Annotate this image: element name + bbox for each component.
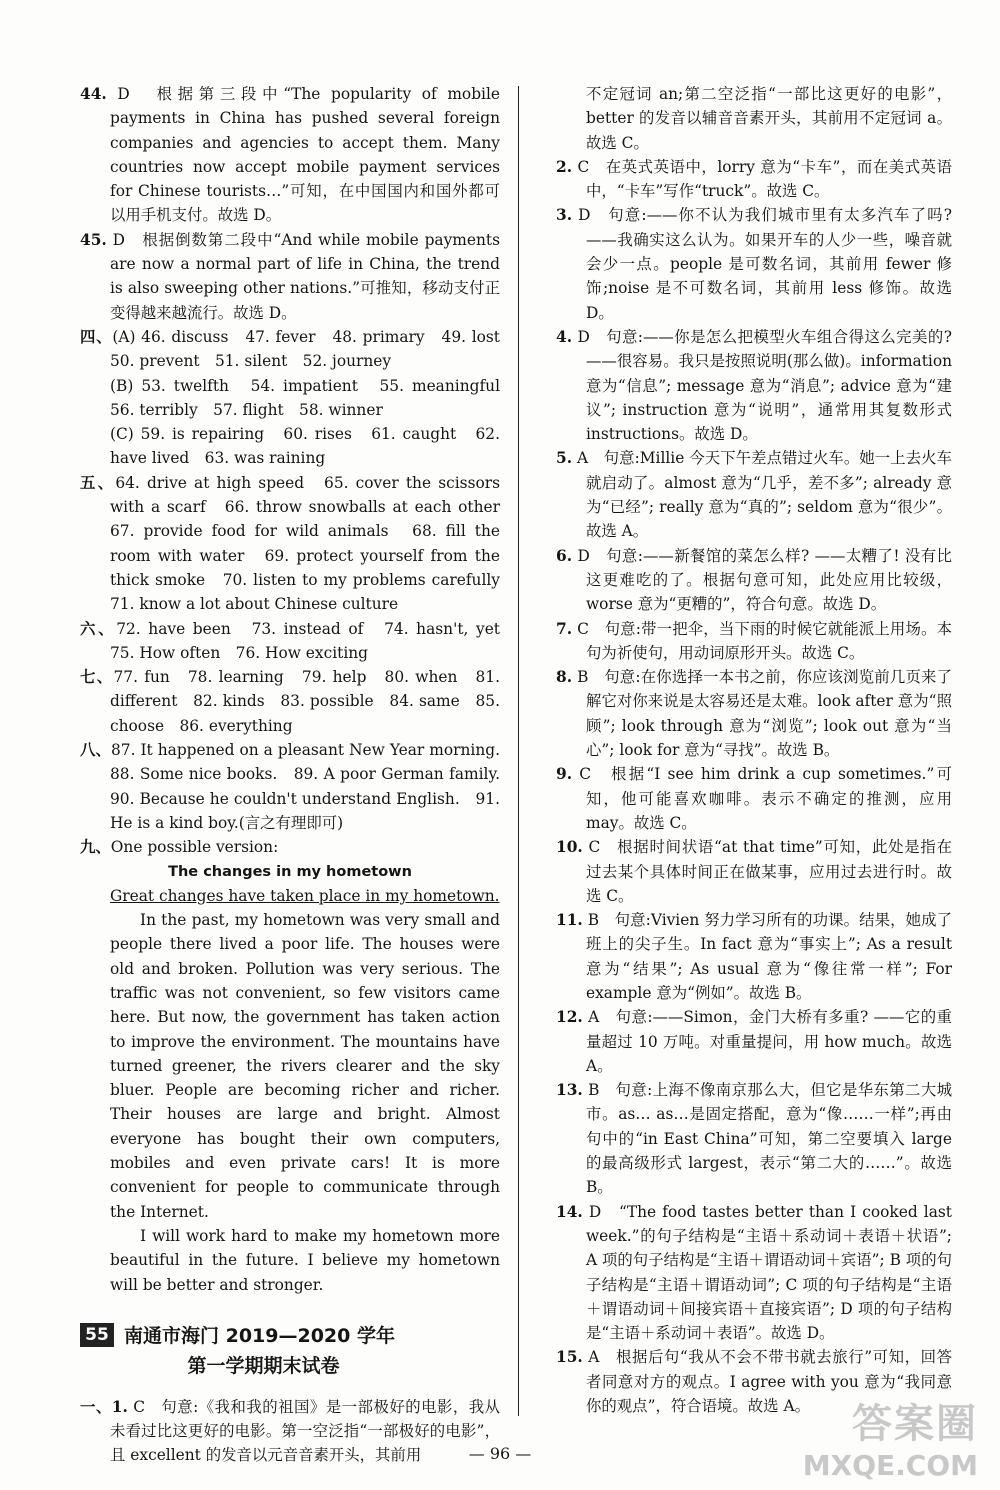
answer-item: 13. B 句意:上海不像南京那么大，但它是华东第二大城市。as… as…是固定搭配，意为“像……一样”;再由句中的“in East China”可知，第二空要填入 large 的最高级形式 largest，表示“第二大的……”。故选 B。 xyxy=(556,1081,952,1197)
answer-item: 五、64. drive at high speed 65. cover the scissors with a scarf 66. throw snowballs at each other 67. provide food for wild animals 68. fill the room with water 69. protect yourself from the thick smoke 70. listen to my problems carefully 71. know a lot about Chinese culture xyxy=(80,473,516,614)
answer-item: 不定冠词 an;第二空泛指“一部比这更好的电影”，better 的发音以辅音音素开头，其前用不定冠词 a。故选 C。 xyxy=(586,85,952,152)
answer-item: 7. C 句意:带一把伞，当下雨的时候它就能派上用场。本句为祈使句，用动词原形开头。故选 C。 xyxy=(556,619,952,662)
left-column xyxy=(80,82,516,1468)
essay-title: The changes in my hometown xyxy=(168,863,412,880)
answer-item: 七、77. fun 78. learning 79. help 80. when 81. different 82. kinds 83. possible 84. same 85. choose 86. everything xyxy=(80,668,500,735)
answer-item: 11. B 句意:Vivien 努力学习所有的功课。结果，她成了班上的尖子生。In fact 意为“事实上”; As a result 意为“结果”; As usual 意为“像往常一样”; For example 意为“例如”。故选 B。 xyxy=(556,911,952,1002)
section-title-line1: 南通市海门 2019—2020 学年 xyxy=(124,1324,395,1347)
answer-item: 10. C 根据时间状语“at that time”可知，此处是指在过去某个具体时间正在做某事，应用过去进行时。故选 C。 xyxy=(556,838,952,905)
essay-paragraph: In the past, my hometown was very small and people there lived a poor life. The houses were old and broken. Pollution was very serious. The traffic was not convenient, so few visitors came here. But now, the government has taken action to improve the environment. The mountains have turned greener, the rivers clearer and the sky bluer. People are becoming richer and richer. Their houses are large and bright. Almost everyone has bought their own computers, mobiles and even private cars! It is more convenient for people to communicate through the Internet. xyxy=(110,911,500,1221)
essay-first-line: Great changes have taken place in my hometown. xyxy=(110,886,500,905)
answer-item: (C) 59. is repairing 60. rises 61. caught 62. have lived 63. was raining xyxy=(110,425,500,468)
answer-item: 四、(A) 46. discuss 47. fever 48. primary 49. lost 50. prevent 51. silent 52. journey xyxy=(80,327,516,371)
section-title-line2: 第一学期期末试卷 xyxy=(187,1354,340,1377)
right-column xyxy=(556,82,952,1418)
section-header xyxy=(80,1321,500,1381)
answer-item: 2. C 在英式英语中，lorry 意为“卡车”，而在美式英语中，“卡车”写作“truck”。故选 C。 xyxy=(556,157,952,201)
answer-item: 一、1. C 句意:《我和我的祖国》是一部极好的电影，我从未看过比这更好的电影。第一空泛指“一部极好的电影”，且 excellent 的发音以元音音素开头，其前用 xyxy=(80,1397,500,1465)
answer-item: 八、87. It happened on a pleasant New Year morning. 88. Some nice books. 89. A poor German family. 90. Because he couldn't understand English. 91. He is a kind boy.(言之有理即可) xyxy=(80,741,516,832)
page-number: — 96 — xyxy=(468,1444,532,1463)
answer-item: 45. D 根据倒数第二段中“And while mobile payments are now a normal part of life in China, the trend is also sweeping other nations.”可推知，移动支付正变得越来越流行。故选 D。 xyxy=(80,230,500,322)
answer-item: (B) 53. twelfth 54. impatient 55. meaningful 56. terribly 57. flight 58. winner xyxy=(110,376,516,419)
watermark-logo: 答案圈 MXQE.COM xyxy=(802,1401,978,1482)
answer-item: 3. D 句意:——你不认为我们城市里有太多汽车了吗? ——我确实这么认为。如果开车的人少一些，噪音就会少一点。people 是可数名词，其前用 fewer 修饰;noise 是不可数名词，其前用 less 修饰。故选 D。 xyxy=(556,206,952,322)
answer-item: 6. D 句意:——新餐馆的菜怎么样? ——太糟了! 没有比这更难吃的了。根据句意可知，此处应用比较级，worse 意为“更糟的”，符合句意。故选 D。 xyxy=(556,546,952,614)
answer-item: 8. B 句意:在你选择一本书之前，你应该浏览前几页来了解它对你来说是太容易还是太难。look after 意为“照顾”; look through 意为“浏览”; look out 意为“当心”; look for 意为“寻找”。故选 B。 xyxy=(556,668,952,760)
answer-item: 六、72. have been 73. instead of 74. hasn't, yet 75. How often 76. How exciting xyxy=(80,619,516,662)
answer-item: 九、One possible version: xyxy=(80,838,279,857)
essay-paragraph: I will work hard to make my hometown more beautiful in the future. I believe my hometown will be better and stronger. xyxy=(110,1226,500,1294)
answer-item: 5. A 句意:Millie 今天下午差点错过火车。她一上去火车就启动了。almost 意为“几乎，差不多”; already 意为“已经”; really 意为“真的”; seldom 意为“很少”。故选 A。 xyxy=(556,449,952,541)
answer-item: 9. C 根据“I see him drink a cup sometimes.”可知，他可能喜欢咖啡。表示不确定的推测，应用 may。故选 C。 xyxy=(556,765,952,832)
section-number-badge: 55 xyxy=(80,1323,114,1347)
answer-item: 12. A 句意:——Simon，金门大桥有多重? ——它的重量超过 10 万吨。对重量提问，用 how much。故选 A。 xyxy=(556,1008,952,1075)
answer-item: 15. A 根据后句“我从不会不带书就去旅行”可知，回答者同意对方的观点。I agree with you 意为“我同意你的观点”，符合语境。故选 A。 xyxy=(556,1348,952,1416)
column-divider xyxy=(518,86,519,1416)
answer-item: 4. D 句意:——你是怎么把模型火车组合得这么完美的? ——很容易。我只是按照说明(那么做)。information 意为“信息”; message 意为“消息”; advice 意为“建议”; instruction 意为“说明”，通常用其复数形式 instructions。故选 D。 xyxy=(556,327,952,444)
answer-item: 44. D 根据第三段中“The popularity of mobile payments in China has pushed several foreign companies and agencies to accept them. Many countries now accept mobile payment services for Chinese tourists…”可知，在中国国内和国外都可以用手机支付。故选 D。 xyxy=(80,85,500,225)
answer-item: 14. D “The food tastes better than I cooked last week.”的句子结构是“主语＋系动词＋表语＋状语”; A 项的句子结构是“主语＋谓语动词＋宾语”; B 项的句子结构是“主语＋谓语动词”; C 项的句子结构是“主语＋谓语动词＋间接宾语＋直接宾语”; D 项的句子结构是“主语＋系动词＋表语”。故选 D。 xyxy=(556,1202,952,1343)
